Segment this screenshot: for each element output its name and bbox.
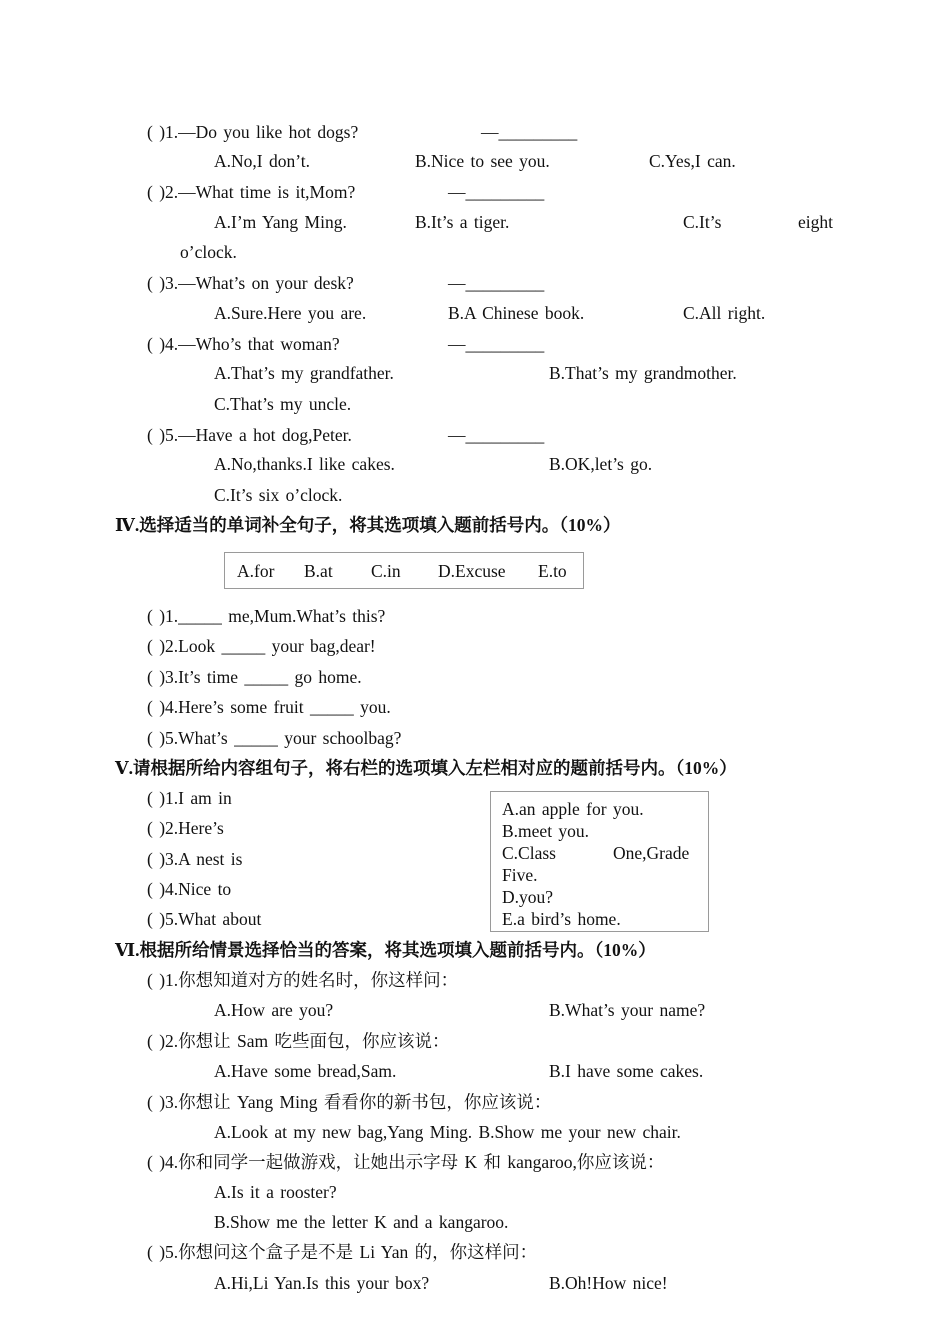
match-option: A.an apple for you.: [502, 799, 644, 819]
scenario-prompt: ( )2.你想让 Sam 吃些面包，你应该说：: [147, 1031, 450, 1051]
option-a: A.I’m Yang Ming.: [214, 212, 347, 232]
match-option-word: One,Grade: [613, 843, 690, 863]
question-prompt: ( )5.—Have a hot dog,Peter.: [147, 425, 352, 445]
option-c-wrap: o’clock.: [180, 242, 237, 262]
question-prompt: ( )3.—What’s on your desk?: [147, 273, 354, 293]
word-option: D.Excuse: [438, 561, 506, 581]
match-right-box: [490, 791, 709, 932]
match-left-item: ( )4.Nice to: [147, 879, 232, 899]
option-b: B.OK,let’s go.: [549, 454, 653, 474]
fill-blank-item: ( )2.Look _____ your bag,dear!: [147, 636, 376, 656]
option-line: A.Look at my new bag,Yang Ming. B.Show me your new chair.: [214, 1122, 681, 1142]
answer-blank: —_________: [448, 182, 545, 202]
option-a: A.Have some bread,Sam.: [214, 1061, 397, 1081]
option-a: A.No,thanks.I like cakes.: [214, 454, 395, 474]
option-c: C.All right.: [683, 303, 766, 323]
fill-blank-item: ( )4.Here’s some fruit _____ you.: [147, 697, 391, 717]
option-b: B.That’s my grandmother.: [549, 363, 737, 383]
word-option: C.in: [371, 561, 401, 581]
option-b: B.It’s a tiger.: [415, 212, 510, 232]
scenario-prompt: ( )4.你和同学一起做游戏，让她出示字母 K 和 kangaroo,你应该说：: [147, 1152, 665, 1172]
match-left-item: ( )2.Here’s: [147, 818, 224, 838]
option-b: B.What’s your name?: [549, 1000, 706, 1020]
option-b: B.I have some cakes.: [549, 1061, 704, 1081]
match-option: E.a bird’s home.: [502, 909, 621, 929]
option-c: C.That’s my uncle.: [214, 394, 352, 414]
fill-blank-item: ( )5.What’s _____ your schoolbag?: [147, 728, 402, 748]
option-b: B.Nice to see you.: [415, 151, 550, 171]
match-option: D.you?: [502, 887, 554, 907]
fill-blank-item: ( )3.It’s time _____ go home.: [147, 667, 362, 687]
match-left-item: ( )5.What about: [147, 909, 262, 929]
scenario-prompt: ( )5.你想问这个盒子是不是 Li Yan 的，你这样问：: [147, 1242, 538, 1262]
match-left-item: ( )1.I am in: [147, 788, 232, 808]
match-left-item: ( )3.A nest is: [147, 849, 243, 869]
option-c: C.It’s six o’clock.: [214, 485, 343, 505]
option-a: A.How are you?: [214, 1000, 334, 1020]
answer-blank: —_________: [481, 122, 578, 142]
question-prompt: ( )2.—What time is it,Mom?: [147, 182, 356, 202]
section-heading: Ⅳ.选择适当的单词补全句子，将其选项填入题前括号内。（10%）: [115, 515, 621, 535]
option-a: A.That’s my grandfather.: [214, 363, 394, 383]
answer-blank: —_________: [448, 273, 545, 293]
option-a: A.Hi,Li Yan.Is this your box?: [214, 1273, 430, 1293]
scenario-prompt: ( )3.你想让 Yang Ming 看看你的新书包，你应该说：: [147, 1092, 552, 1112]
answer-blank: —_________: [448, 334, 545, 354]
question-prompt: ( )4.—Who’s that woman?: [147, 334, 340, 354]
scenario-prompt: ( )1.你想知道对方的姓名时，你这样问：: [147, 970, 459, 990]
option-c: C.It’s: [683, 212, 722, 232]
word-bank-box: [224, 552, 584, 589]
option-b: B.A Chinese book.: [448, 303, 585, 323]
fill-blank-item: ( )1._____ me,Mum.What’s this?: [147, 606, 386, 626]
word-option: A.for: [237, 561, 275, 581]
option-c: C.Yes,I can.: [649, 151, 736, 171]
option-a: A.No,I don’t.: [214, 151, 310, 171]
match-option: C.Class: [502, 843, 556, 863]
section-heading: Ⅴ.请根据所给内容组句子，将右栏的选项填入左栏相对应的题前括号内。（10%）: [115, 758, 737, 778]
word-option: B.at: [304, 561, 333, 581]
match-option-wrap: Five.: [502, 865, 538, 885]
option-a: A.Is it a rooster?: [214, 1182, 337, 1202]
option-b: B.Oh!How nice!: [549, 1273, 668, 1293]
word-option: E.to: [538, 561, 567, 581]
answer-blank: —_________: [448, 425, 545, 445]
section-heading: Ⅵ.根据所给情景选择恰当的答案，将其选项填入题前括号内。（10%）: [115, 940, 656, 960]
option-c-word: eight: [798, 212, 833, 232]
option-b: B.Show me the letter K and a kangaroo.: [214, 1212, 509, 1232]
option-a: A.Sure.Here you are.: [214, 303, 367, 323]
question-prompt: ( )1.—Do you like hot dogs?: [147, 122, 359, 142]
match-option: B.meet you.: [502, 821, 590, 841]
